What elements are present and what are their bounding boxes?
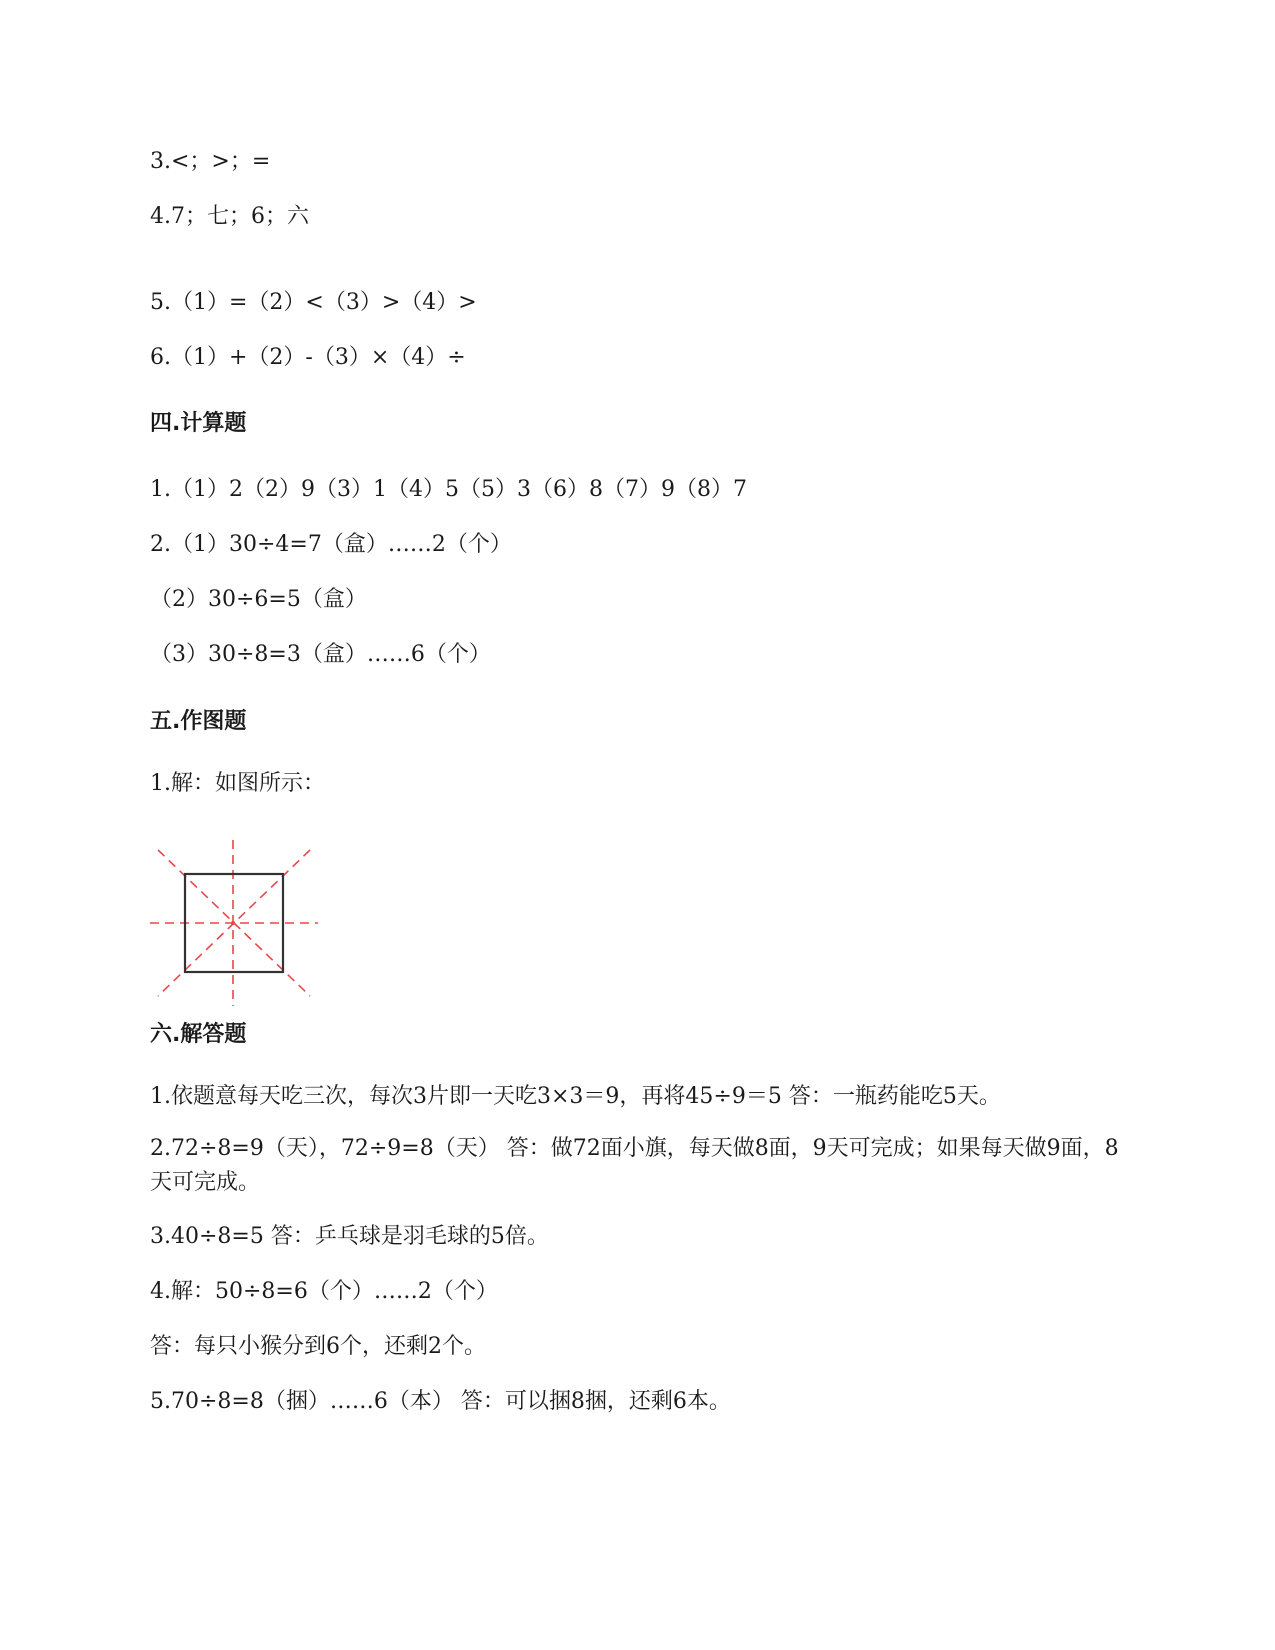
heading-drawing: 五.作图题 bbox=[150, 709, 247, 734]
answer-3-4: 4.7；七；6；六 bbox=[150, 204, 309, 229]
answer-6-1: 1.依题意每天吃三次，每次3片即一天吃3×3＝9，再将45÷9＝5 答：一瓶药能吃5天。 bbox=[150, 1084, 1001, 1109]
answer-4-2-2: （2）30÷6=5（盒） bbox=[150, 587, 367, 612]
answer-6-4: 4.解：50÷8=6（个）……2（个） bbox=[150, 1279, 498, 1304]
answer-4-2-1: 2.（1）30÷4=7（盒）……2（个） bbox=[150, 532, 512, 557]
answer-6-4-reply: 答：每只小猴分到6个，还剩2个。 bbox=[150, 1334, 486, 1359]
answer-5-1: 1.解：如图所示： bbox=[150, 771, 325, 796]
symmetry-figure bbox=[150, 838, 320, 1008]
answer-6-5: 5.70÷8=8（捆）……6（本） 答：可以捆8捆，还剩6本。 bbox=[150, 1389, 731, 1414]
answer-3-6: 6.（1）+（2）-（3）×（4）÷ bbox=[150, 345, 466, 370]
answer-4-1: 1.（1）2（2）9（3）1（4）5（5）3（6）8（7）9（8）7 bbox=[150, 477, 747, 502]
answer-6-2: 2.72÷8=9（天），72÷9=8（天） 答：做72面小旗，每天做8面，9天可完成；如果每天做9面，8天可完成。 bbox=[150, 1136, 1119, 1195]
heading-calculation: 四.计算题 bbox=[150, 411, 247, 436]
answer-3-3: 3.<；>；= bbox=[150, 149, 271, 174]
answer-6-3: 3.40÷8=5 答：乒乓球是羽毛球的5倍。 bbox=[150, 1224, 549, 1249]
heading-answers: 六.解答题 bbox=[150, 1022, 247, 1047]
answer-3-5: 5.（1）=（2）<（3）>（4）> bbox=[150, 290, 477, 315]
center-dot bbox=[231, 921, 235, 925]
answer-4-2-3: （3）30÷8=3（盒）……6（个） bbox=[150, 642, 491, 667]
